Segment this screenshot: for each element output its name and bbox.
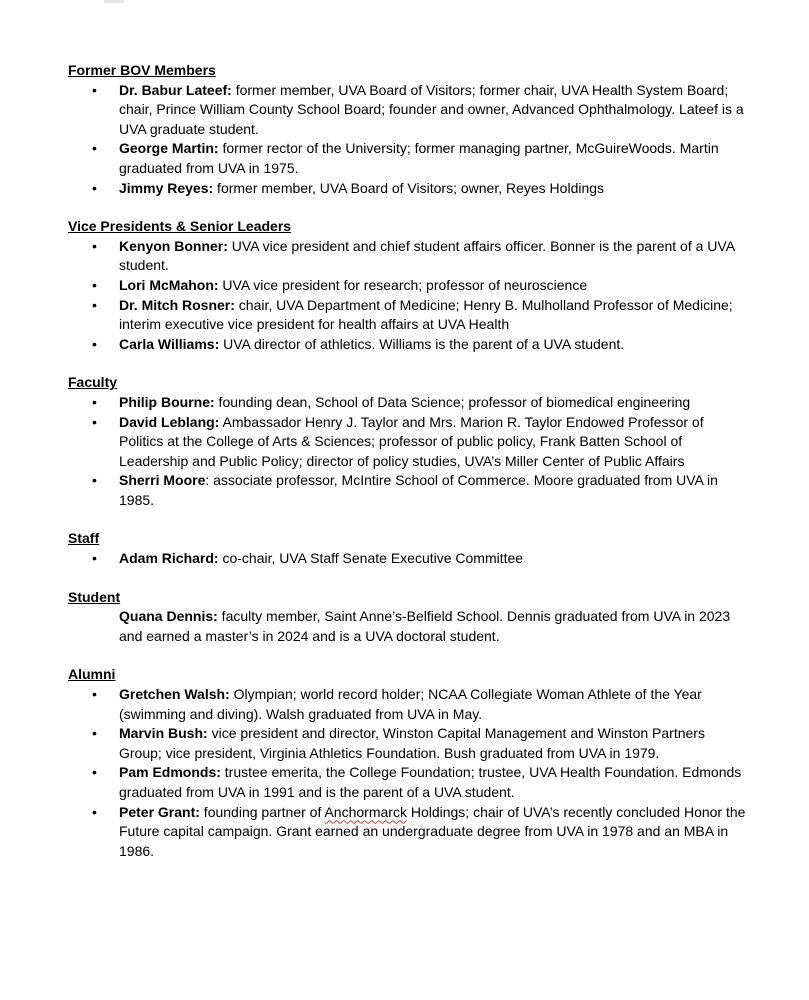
member-description-end: Holdings; chair of UVA’s recently concluded Honor the Future capital campaign. Grant earned an undergraduate degree from UVA in 1978 and an MBA in 1986. [119, 803, 746, 859]
section-alumni [68, 665, 748, 861]
member-description-start: founding partner of [199, 803, 325, 820]
member-description: faculty member, Saint Anne’s-Belfield School. Dennis graduated from UVA in 2023 and earned a master’s in 2024 and is a UVA doctoral student. [119, 608, 731, 644]
bullet-icon: • [92, 803, 97, 820]
member-name: Jimmy Reyes: [119, 179, 214, 196]
section-heading: Alumni [68, 666, 116, 683]
member-name: Quana Dennis: [119, 608, 218, 625]
spellcheck-flagged-word[interactable]: Anchormarck [324, 803, 407, 820]
member-description: former member, UVA Board of Visitors; owner, Reyes Holdings [213, 179, 605, 196]
member-description: former member, UVA Board of Visitors; former chair, UVA Health System Board; chair, Prince William County School Board; founder and owner, Advanced Ophthalmology. Lateef is a UVA graduate student. [119, 81, 744, 137]
bullet-icon: • [92, 237, 97, 254]
list-item [68, 685, 748, 724]
member-name: Dr. Mitch Rosner: [119, 296, 235, 313]
member-list [68, 685, 748, 861]
bullet-icon: • [92, 472, 97, 489]
member-list [68, 393, 748, 511]
section-student [68, 588, 748, 647]
page-top-mark [104, 0, 124, 3]
member-description: former rector of the University; former managing partner, McGuireWoods. Martin graduated from UVA in 1975. [119, 140, 719, 176]
member-description: UVA vice president and chief student affairs officer. Bonner is the parent of a UVA student. [119, 237, 735, 274]
member-list [68, 81, 748, 199]
list-item [68, 276, 748, 296]
list-item [68, 179, 748, 199]
member-name: Lori McMahon: [119, 276, 219, 293]
list-item [68, 296, 748, 335]
bullet-icon: • [92, 140, 97, 157]
member-name: David Leblang: [119, 413, 220, 430]
bullet-icon: • [92, 764, 97, 781]
member-name: George Martin: [119, 140, 219, 157]
section-faculty [68, 373, 748, 510]
section-staff [68, 529, 748, 568]
section-heading: Staff [68, 530, 100, 547]
member-description: founding dean, School of Data Science; professor of biomedical engineering [214, 393, 691, 410]
list-item [68, 393, 748, 413]
section-vp-leaders [68, 217, 748, 354]
member-description: UVA vice president for research; professor of neuroscience [218, 276, 588, 293]
member-description: UVA director of athletics. Williams is the parent of a UVA student. [219, 335, 625, 352]
bullet-icon: • [92, 179, 97, 196]
list-item [68, 81, 748, 140]
section-heading: Student [68, 588, 121, 605]
member-description: vice president and director, Winston Capital Management and Winston Partners Group; vice president, Virginia Athletics Foundation. Bush graduated from UVA in 1979. [119, 725, 705, 761]
section-heading: Vice Presidents & Senior Leaders [68, 218, 292, 235]
list-item [68, 549, 748, 569]
list-item [68, 335, 748, 355]
member-description: Ambassador Henry J. Taylor and Mrs. Marion R. Taylor Endowed Professor of Politics at the College of Arts & Sciences; professor of public policy, Frank Batten School of Leadership and Public Policy; director of policy studies, UVA’s Miller Center of Public Affairs [119, 413, 704, 469]
list-item [68, 237, 748, 276]
bullet-icon: • [92, 81, 97, 98]
member-name: Philip Bourne: [119, 393, 215, 410]
member-name: Sherri Moore [119, 472, 206, 489]
member-description: : associate professor, McIntire School of Commerce. Moore graduated from UVA in 1985. [119, 472, 718, 508]
member-list [68, 237, 748, 355]
member-name: Gretchen Walsh: [119, 686, 230, 703]
bullet-icon: • [92, 413, 97, 430]
member-name: Pam Edmonds: [119, 764, 221, 781]
member-name: Carla Williams: [119, 335, 220, 352]
member-name: Dr. Babur Lateef: [119, 81, 232, 98]
member-name: Peter Grant: [119, 803, 200, 820]
list-item [68, 724, 748, 763]
member-name: Marvin Bush: [119, 725, 208, 742]
section-heading: Former BOV Members [68, 62, 216, 78]
bullet-icon: • [92, 335, 97, 352]
member-description: trustee emerita, the College Foundation; trustee, UVA Health Foundation. Edmonds graduated from UVA in 1991 and is the parent of a UVA student. [119, 764, 742, 800]
bullet-icon: • [92, 725, 97, 742]
document-page [68, 61, 748, 880]
student-entry [68, 607, 748, 646]
bullet-icon: • [92, 393, 97, 410]
section-heading: Faculty [68, 374, 118, 391]
member-description: chair, UVA Department of Medicine; Henry B. Mulholland Professor of Medicine; interim executive vice president for health affairs at UVA Health [119, 296, 733, 333]
bullet-icon: • [92, 550, 97, 567]
bullet-icon: • [92, 276, 97, 293]
member-description: co-chair, UVA Staff Senate Executive Committee [218, 550, 524, 567]
list-item [68, 413, 748, 472]
section-former-bov [68, 61, 748, 198]
member-name: Kenyon Bonner: [119, 237, 228, 254]
list-item [68, 471, 748, 510]
list-item [68, 139, 748, 178]
member-name: Adam Richard: [119, 550, 219, 567]
list-item [68, 803, 748, 862]
member-description: Olympian; world record holder; NCAA Collegiate Woman Athlete of the Year (swimming and diving). Walsh graduated from UVA in May. [119, 686, 702, 722]
bullet-icon: • [92, 686, 97, 703]
bullet-icon: • [92, 296, 97, 313]
list-item [68, 763, 748, 802]
member-list [68, 549, 748, 569]
